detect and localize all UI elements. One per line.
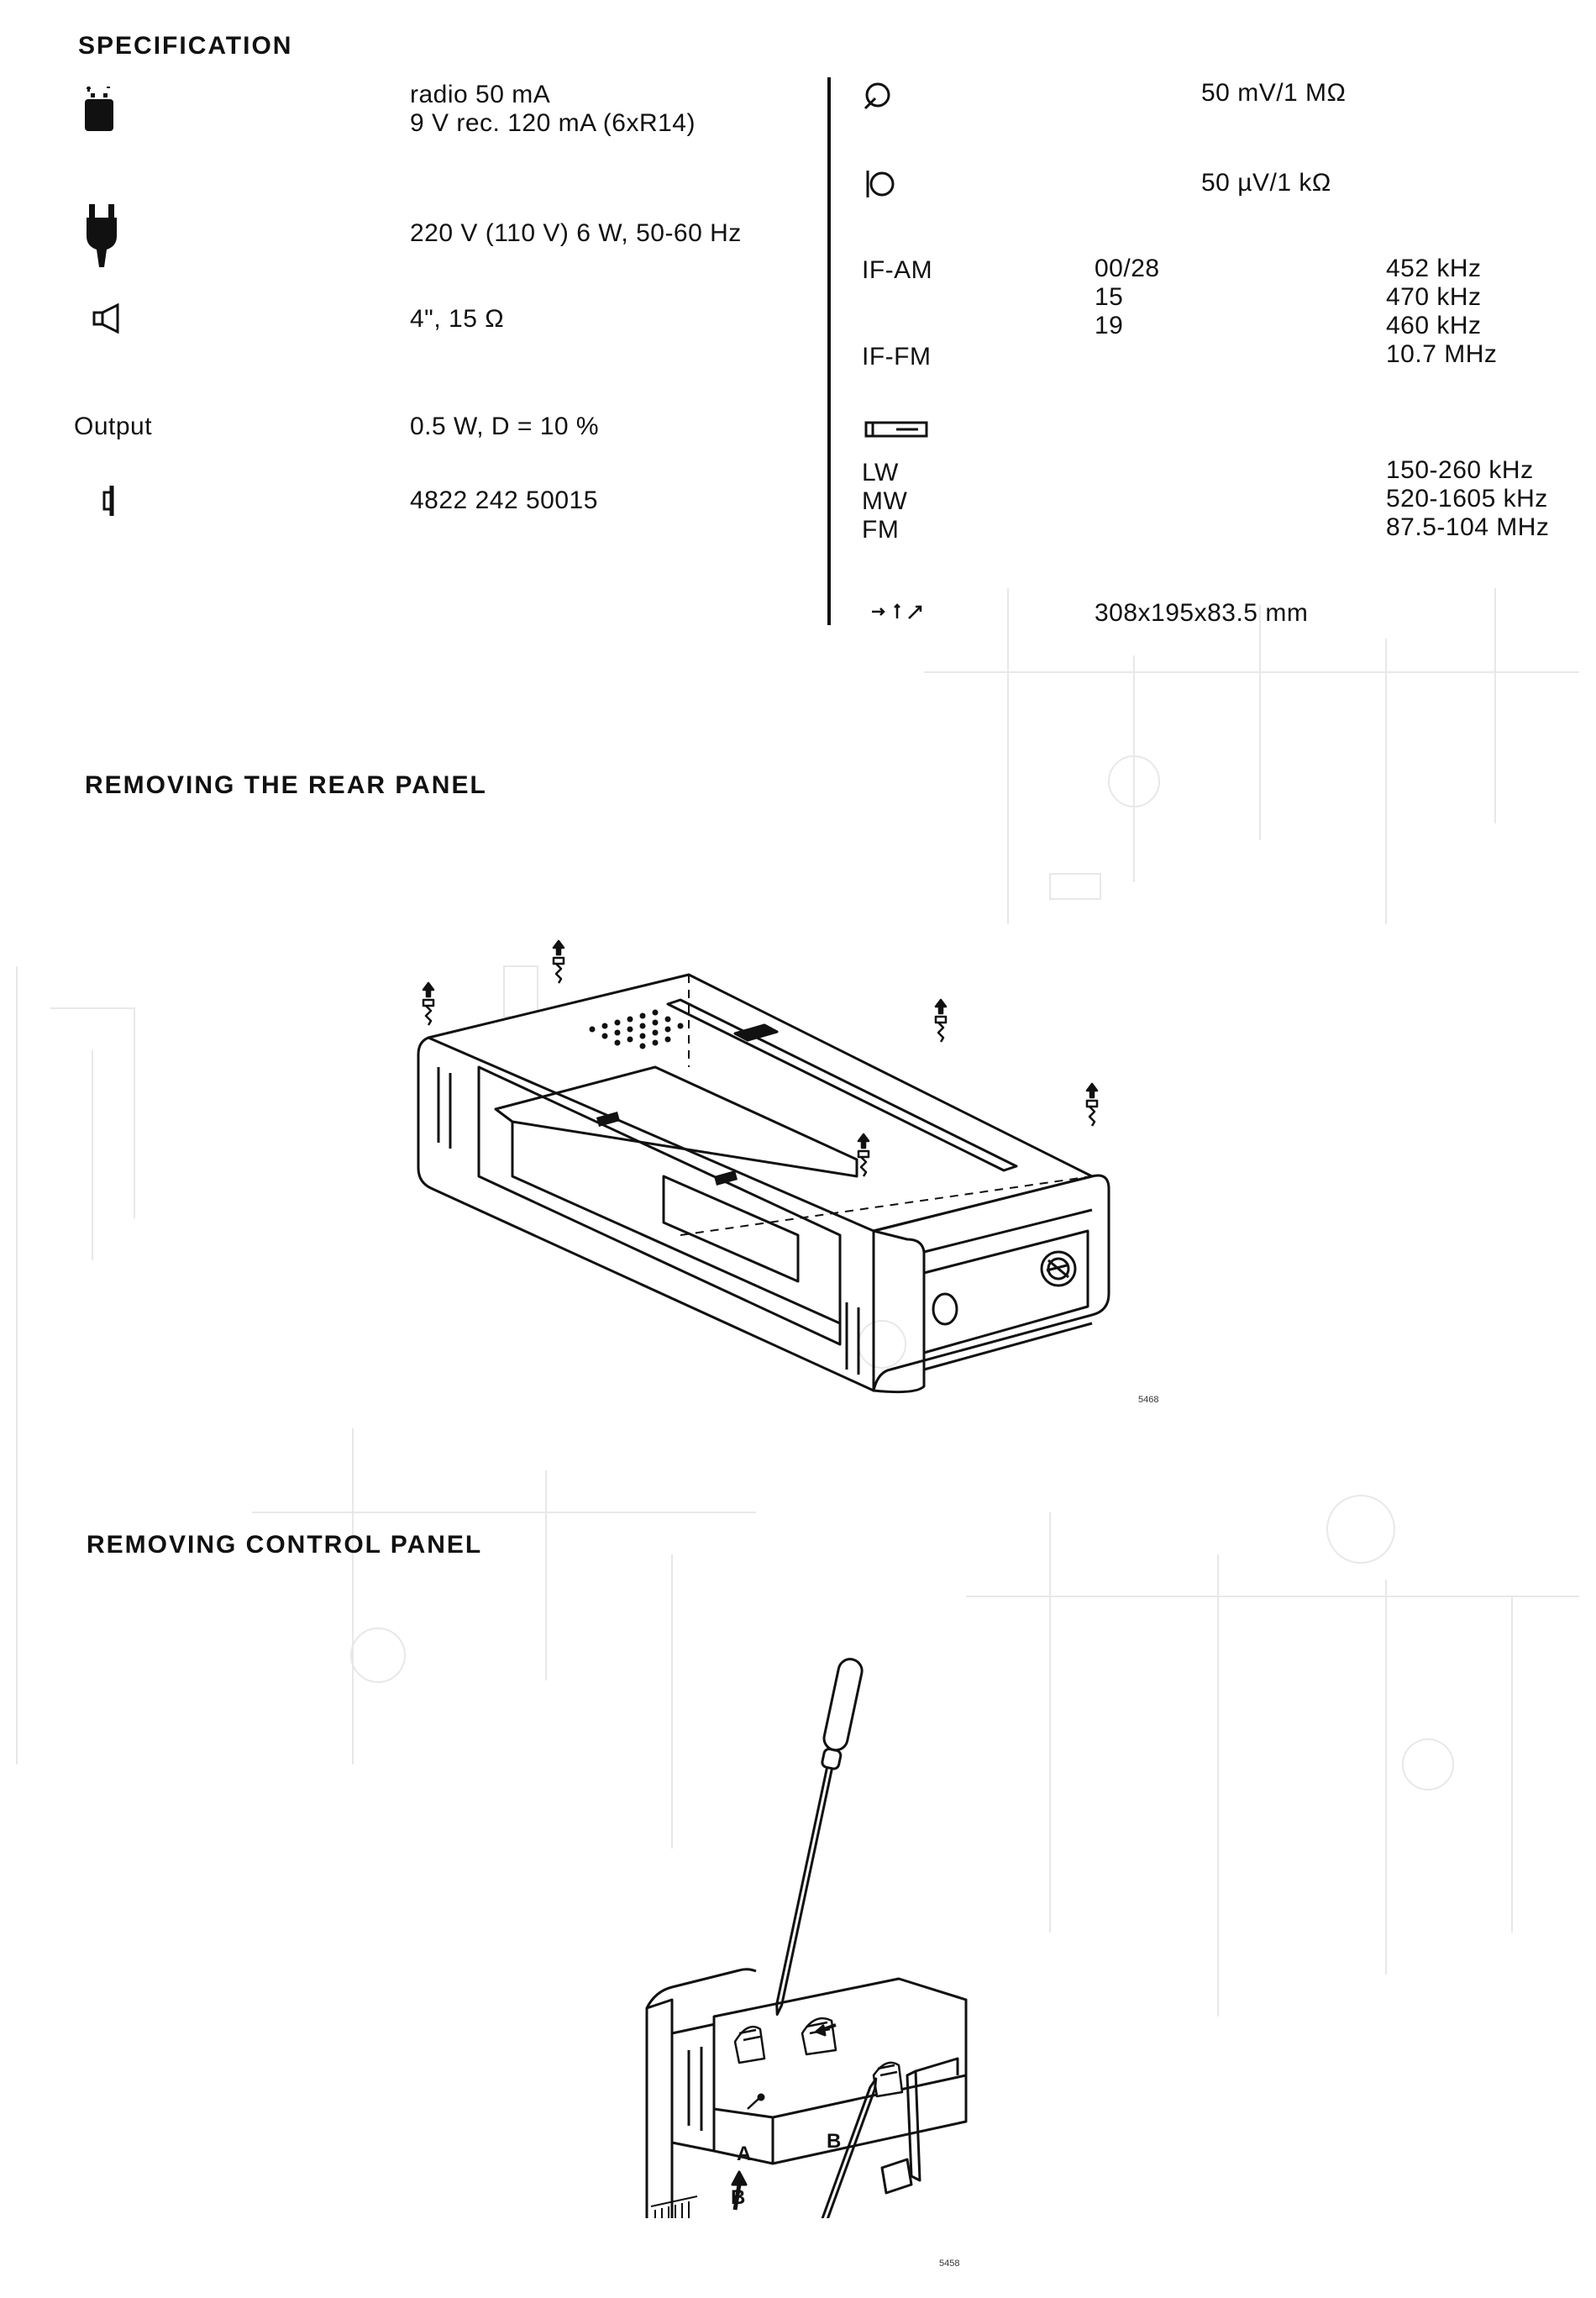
battery-line1: radio 50 mA [410, 81, 551, 108]
if-fm-label: IF-FM [862, 343, 932, 371]
output-label: Output [74, 413, 153, 440]
band-ranges: 150-260 kHz 520-1605 kHz 87.5-104 MHz [1386, 456, 1550, 541]
control-panel-heading: REMOVING CONTROL PANEL [87, 1531, 483, 1559]
spec-column-divider [827, 77, 831, 625]
output-spec: 0.5 W, D = 10 % [410, 413, 600, 440]
if-am-codes: 00/28 15 19 [1095, 255, 1160, 339]
battery-spec [410, 81, 696, 138]
mains-spec: 220 V (110 V) 6 W, 50-60 Hz [410, 219, 742, 247]
mains-plug-icon [87, 204, 117, 267]
output-sensitivity-icon [865, 169, 895, 199]
specification-heading: SPECIFICATION [78, 32, 293, 60]
if-am-label: IF-AM [862, 256, 933, 284]
battery-icon [84, 84, 114, 133]
speaker-spec: 4", 15 Ω [410, 305, 505, 333]
callout-b-upper: B [827, 2130, 842, 2153]
if-fm-freq: 10.7 MHz [1386, 340, 1498, 368]
dimensions-value: 308x195x83.5 mm [1095, 599, 1309, 627]
part-number: 4822 242 50015 [410, 486, 598, 514]
dimensions-icon [870, 603, 924, 620]
callout-a: A [737, 2143, 752, 2165]
input-sensitivity-value: 50 mV/1 MΩ [1201, 79, 1347, 107]
control-panel-figure-code: 5458 [939, 2259, 960, 2269]
rear-panel-heading: REMOVING THE REAR PANEL [85, 771, 487, 799]
if-am-freqs: 452 kHz 470 kHz 460 kHz [1386, 255, 1482, 339]
rear-panel-screws-drawing [403, 899, 1210, 1424]
loudspeaker-part-icon [102, 484, 120, 518]
wavebands-icon [864, 420, 928, 439]
callout-b-lower: B [731, 2186, 746, 2209]
control-panel-screwdriver-drawing [622, 1638, 991, 2222]
speaker-icon [92, 303, 123, 334]
battery-line2: 9 V rec. 120 mA (6xR14) [410, 109, 696, 137]
input-sensitivity-icon [864, 82, 892, 110]
output-sensitivity-value: 50 µV/1 kΩ [1201, 169, 1331, 197]
rear-panel-figure-code: 5468 [1138, 1395, 1159, 1405]
band-labels: LW MW FM [862, 459, 908, 544]
